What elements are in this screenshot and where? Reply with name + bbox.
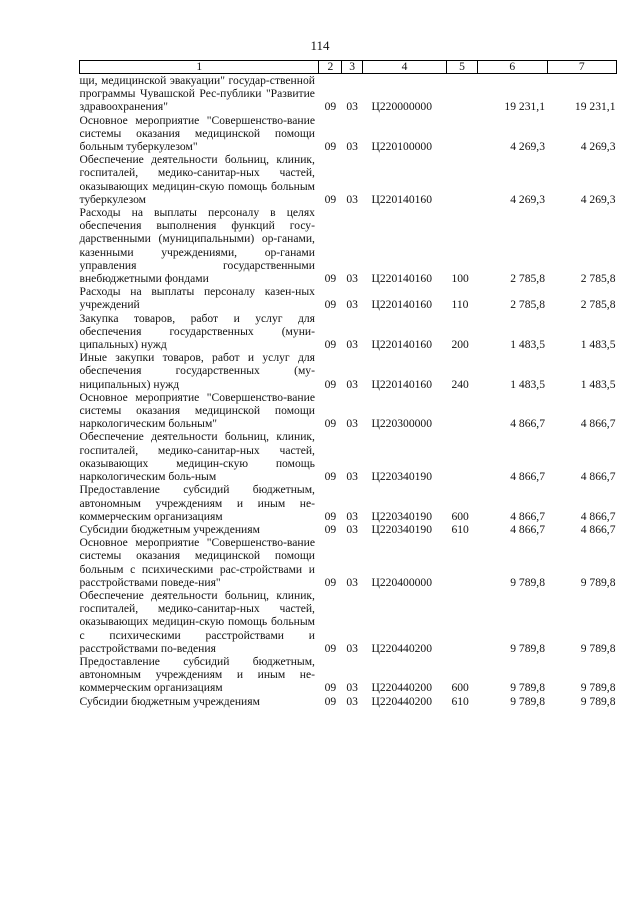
row-name: Расходы на выплаты персоналу казен-ных учреждений: [79, 285, 315, 312]
row-amount-col6: 4 866,7: [510, 522, 545, 536]
row-name: Предоставление субсидий бюджетным, автономным учреждениям и иным не-коммерческим организациям: [79, 654, 315, 695]
row-name: Основное мероприятие "Совершенство-вание системы оказания медицинской помощи больным с психическими рас-стройствами и расстройствами поведе-ния": [79, 536, 315, 589]
table-row: [80, 114, 617, 154]
row-expense-type: 610: [451, 522, 469, 536]
header-col-2: 2: [319, 61, 342, 74]
row-target-code: Ц220140160: [371, 338, 433, 352]
row-amount-col6: 4 269,3: [510, 192, 545, 206]
row-amount-col6: 9 789,8: [510, 694, 545, 708]
row-name: Субсидии бюджетным учреждениям: [79, 522, 260, 536]
table-row: [80, 153, 617, 206]
row-subsection: 03: [346, 417, 358, 431]
row-expense-type: 200: [451, 338, 469, 352]
row-amount-col6: 4 866,7: [510, 417, 545, 431]
table-row: [80, 351, 617, 391]
row-expense-type: [446, 153, 477, 206]
row-amount-col7: 9 789,8: [580, 641, 616, 655]
row-subsection: 03: [346, 575, 358, 589]
row-amount-col7: 2 785,8: [580, 298, 616, 312]
row-expense-type: [446, 430, 477, 483]
table-row: [80, 285, 617, 311]
row-amount-col7: 2 785,8: [580, 272, 616, 286]
row-subsection: 03: [346, 641, 358, 655]
row-amount-col6: 9 789,8: [510, 575, 545, 589]
row-target-code: Ц220400000: [371, 575, 433, 589]
row-subsection: 03: [346, 694, 358, 708]
row-name: щи, медицинской эвакуации" государ-ственной программы Чувашской Рес-публики "Развитие здравоохранения": [79, 74, 315, 114]
row-amount-col7: 1 483,5: [580, 338, 616, 352]
row-expense-type: [446, 589, 477, 655]
row-name: Обеспечение деятельности больниц, клиник, госпиталей, медико-санитар-ных частей, оказывающих медицин-скую помощь больным туберкулезом: [79, 153, 315, 206]
row-subsection: 03: [346, 100, 358, 114]
row-amount-col6: 4 866,7: [510, 470, 545, 484]
row-expense-type: [446, 536, 477, 589]
row-expense-type: 100: [451, 272, 469, 286]
row-section: 09: [324, 272, 337, 286]
row-section: 09: [324, 417, 337, 431]
header-col-1: 1: [80, 61, 319, 74]
row-target-code: Ц220000000: [371, 100, 433, 114]
row-subsection: 03: [346, 192, 358, 206]
row-amount-col7: 9 789,8: [580, 694, 616, 708]
header-col-3: 3: [342, 61, 363, 74]
row-amount-col6: 1 483,5: [510, 377, 545, 391]
row-amount-col6: 9 789,8: [510, 641, 545, 655]
row-amount-col7: 4 866,7: [580, 509, 616, 523]
row-amount-col6: 2 785,8: [510, 298, 545, 312]
row-section: 09: [324, 377, 337, 391]
row-target-code: Ц220440200: [371, 694, 433, 708]
header-col-5: 5: [446, 61, 477, 74]
row-section: 09: [324, 338, 337, 352]
row-amount-col6: 19 231,1: [504, 100, 545, 114]
row-target-code: Ц220440200: [371, 641, 433, 655]
row-target-code: Ц220140160: [371, 272, 433, 286]
budget-table: [79, 60, 617, 708]
row-target-code: Ц220140160: [371, 298, 433, 312]
row-expense-type: [446, 74, 477, 114]
row-expense-type: 600: [451, 681, 469, 695]
table-row: [80, 589, 617, 655]
table-body: [80, 74, 617, 708]
table-row: [80, 523, 617, 536]
row-amount-col7: 9 789,8: [580, 681, 616, 695]
row-name: Обеспечение деятельности больниц, клиник, госпиталей, медико-санитар-ных частей, оказывающих медицин-скую помощь больным с психическими расстройствами и расстройствами по-ведения: [79, 588, 315, 655]
row-subsection: 03: [346, 140, 358, 154]
table-row: [80, 391, 617, 431]
row-amount-col7: 4 866,7: [580, 470, 616, 484]
row-name: Основное мероприятие "Совершенство-вание системы оказания медицинской помощи наркологическим больным": [79, 390, 315, 431]
row-section: 09: [324, 140, 337, 154]
table-row: [80, 74, 617, 114]
row-expense-type: [446, 391, 477, 431]
row-target-code: Ц220340190: [371, 509, 433, 523]
row-section: 09: [324, 509, 337, 523]
header-col-6: 6: [478, 61, 547, 74]
row-name: Расходы на выплаты персоналу в целях обеспечения выполнения функций госу-дарственными (муниципальными) ор-ганами, казенными учреждениями, ор-ганами управления государственными внебюджетными фондами: [79, 206, 315, 286]
row-amount-col7: 4 866,7: [580, 522, 616, 536]
row-section: 09: [324, 694, 337, 708]
row-amount-col6: 4 866,7: [510, 509, 545, 523]
table-row: [80, 312, 617, 352]
row-target-code: Ц220140160: [371, 192, 433, 206]
table-header: [80, 61, 617, 74]
row-name: Субсидии бюджетным учреждениям: [79, 694, 260, 708]
row-amount-col7: 9 789,8: [580, 575, 616, 589]
row-amount-col7: 1 483,5: [580, 377, 616, 391]
row-subsection: 03: [346, 522, 358, 536]
row-target-code: Ц220140160: [371, 377, 433, 391]
header-col-7: 7: [547, 61, 617, 74]
row-section: 09: [324, 681, 337, 695]
row-expense-type: 110: [451, 298, 469, 312]
row-subsection: 03: [346, 338, 358, 352]
row-target-code: Ц220340190: [371, 470, 433, 484]
row-amount-col7: 4 269,3: [580, 192, 616, 206]
row-amount-col6: 4 269,3: [510, 140, 545, 154]
table-row: [80, 206, 617, 285]
row-target-code: Ц220440200: [371, 681, 433, 695]
row-expense-type: 610: [451, 694, 469, 708]
row-subsection: 03: [346, 509, 358, 523]
row-amount-col6: 2 785,8: [510, 272, 545, 286]
header-row: [80, 61, 617, 74]
table-row: [80, 483, 617, 523]
row-expense-type: 240: [451, 377, 469, 391]
row-subsection: 03: [346, 298, 358, 312]
row-subsection: 03: [346, 377, 358, 391]
row-section: 09: [324, 522, 337, 536]
row-subsection: 03: [346, 272, 358, 286]
row-amount-col7: 4 269,3: [580, 140, 616, 154]
row-section: 09: [324, 192, 337, 206]
header-col-4: 4: [362, 61, 446, 74]
row-target-code: Ц220300000: [371, 417, 433, 431]
row-target-code: Ц220100000: [371, 140, 433, 154]
row-amount-col6: 1 483,5: [510, 338, 545, 352]
row-subsection: 03: [346, 681, 358, 695]
table-row: [80, 695, 617, 708]
table-row: [80, 655, 617, 695]
row-section: 09: [324, 100, 337, 114]
row-section: 09: [324, 470, 337, 484]
row-expense-type: 600: [451, 509, 469, 523]
table-row: [80, 430, 617, 483]
row-name: Предоставление субсидий бюджетным, автономным учреждениям и иным не-коммерческим организациям: [79, 483, 315, 523]
row-amount-col7: 4 866,7: [580, 417, 616, 431]
row-amount-col7: 19 231,1: [574, 100, 616, 114]
row-section: 09: [324, 575, 337, 589]
row-name: Обеспечение деятельности больниц, клиник, госпиталей, медико-санитар-ных частей, оказывающих медицин-скую помощь наркологическим боль-ным: [79, 430, 315, 484]
row-subsection: 03: [346, 470, 358, 484]
row-section: 09: [324, 298, 337, 312]
row-section: 09: [324, 641, 337, 655]
row-expense-type: [446, 114, 477, 154]
row-name: Закупка товаров, работ и услуг для обеспечения государственных (муни-ципальных) нужд: [79, 311, 315, 352]
table-row: [80, 536, 617, 589]
row-name: Основное мероприятие "Совершенство-вание системы оказания медицинской помощи больным туберкулезом": [79, 113, 315, 154]
row-name: Иные закупки товаров, работ и услуг для обеспечения государственных (му-ниципальных) нужд: [79, 351, 315, 391]
row-target-code: Ц220340190: [371, 522, 433, 536]
page-number: 114: [310, 38, 330, 53]
row-amount-col6: 9 789,8: [510, 681, 545, 695]
